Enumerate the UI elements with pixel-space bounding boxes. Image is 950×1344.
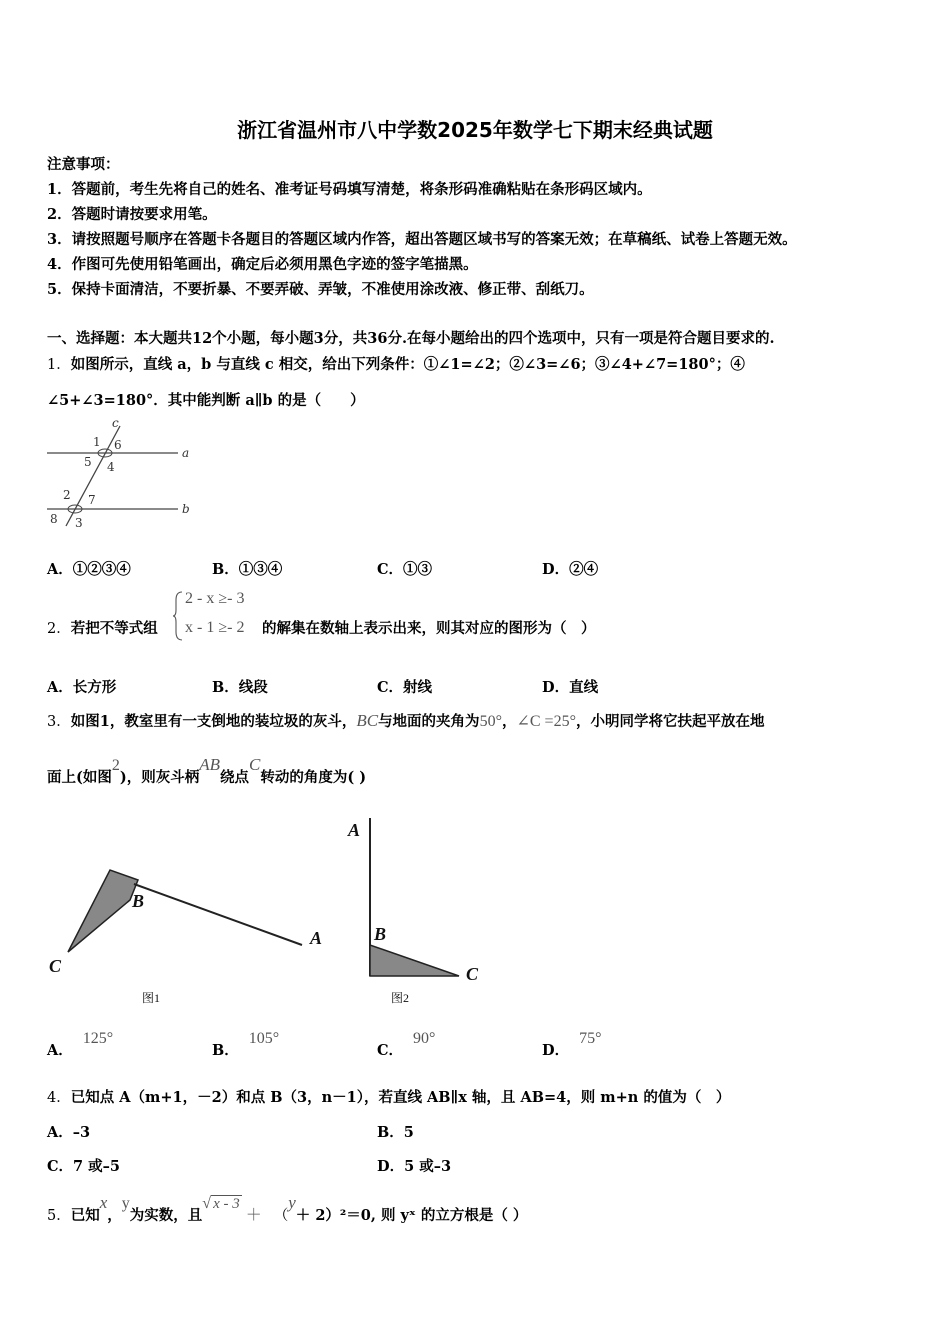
math-y: y <box>121 1195 130 1212</box>
option-letter: B． <box>377 1124 404 1141</box>
option-letter: C． <box>377 1042 404 1059</box>
section-heading: 一、选择题：本大题共12个小题，每小题3分，共36分.在每小题给出的四个选项中，只有一项是符合题目要求的. <box>47 330 775 347</box>
brace-icon <box>172 590 184 642</box>
handle-ab <box>134 884 302 945</box>
question-number: 1． <box>47 357 71 373</box>
label-1: 1 <box>93 435 101 449</box>
q2-option-d[interactable] <box>542 676 598 697</box>
question-text: 与地面的夹角为 <box>378 713 480 730</box>
q1-option-c[interactable] <box>377 558 432 579</box>
question-text: 已知点 A（m+1，－2）和点 B（3，n－1），若直线 AB∥x 轴，且 AB=4，则 m+n 的值为（ ） <box>70 1089 731 1106</box>
label-3: 3 <box>75 516 83 528</box>
option-letter: B． <box>212 1042 239 1059</box>
notice-item-2: 2．答题时请按要求用笔。 <box>47 206 217 223</box>
label-c: c <box>112 416 119 430</box>
option-text: 105° <box>248 1030 280 1047</box>
question-text: 面上(如图 <box>47 769 112 786</box>
question-number: 3． <box>47 714 71 730</box>
option-letter: D． <box>542 679 570 696</box>
question-1-line-2: ∠5+∠3=180°．其中能判断 a∥b 的是（ ） <box>47 392 365 409</box>
math-2: 2 <box>111 757 120 774</box>
q4-option-b[interactable] <box>377 1121 414 1142</box>
q4-option-d[interactable] <box>377 1155 451 1176</box>
option-letter: C． <box>377 561 404 578</box>
question-2-tail: 的解集在数轴上表示出来，则其对应的图形为（ ） <box>262 620 596 637</box>
q4-option-c[interactable] <box>47 1155 120 1176</box>
option-letter: A． <box>47 679 73 696</box>
question-3-figure-2 <box>342 812 502 1012</box>
option-text: –3 <box>72 1124 91 1141</box>
option-letter: B． <box>212 561 239 578</box>
question-text: ， <box>501 713 517 730</box>
question-text: )，则灰斗柄 <box>119 769 200 786</box>
q2-option-b[interactable] <box>212 676 268 697</box>
question-1-line-1 <box>47 353 745 374</box>
option-letter: D． <box>542 561 570 578</box>
question-3-line-1 <box>47 710 764 731</box>
question-number: 4． <box>47 1090 71 1106</box>
math-ab: AB <box>199 755 221 774</box>
question-text: 已知 <box>70 1207 100 1224</box>
q2-option-c[interactable] <box>377 676 432 697</box>
option-text: ①②③④ <box>72 561 131 578</box>
label-2: 2 <box>63 488 71 502</box>
inequality-1: 2 - x ≥- 3 <box>185 590 245 607</box>
option-letter: A． <box>47 561 73 578</box>
option-text: 75° <box>579 1030 602 1047</box>
inequality-2: x - 1 ≥- 2 <box>185 619 245 636</box>
label-8: 8 <box>50 512 58 526</box>
question-text: 若把不等式组 <box>70 620 158 637</box>
option-text: 5 <box>403 1124 414 1141</box>
question-text: （ <box>273 1208 289 1224</box>
question-number: 2． <box>47 621 71 637</box>
question-text: 如图1，教室里有一支倒地的装垃圾的灰斗， <box>70 713 357 730</box>
question-text: ， <box>107 1207 122 1224</box>
option-text: 长方形 <box>72 679 117 696</box>
q2-option-a[interactable] <box>47 676 116 697</box>
question-5 <box>47 1193 528 1225</box>
q3-option-a[interactable] <box>47 1027 114 1059</box>
option-text: 90° <box>413 1030 436 1047</box>
option-letter: A． <box>47 1042 73 1059</box>
sqrt-expression: √ x - 3 <box>202 1195 240 1212</box>
option-text: 直线 <box>569 679 599 696</box>
math-bc: BC <box>356 711 379 730</box>
notice-item-5: 5．保持卡面清洁，不要折暴、不要弄破、弄皱，不准使用涂改液、修正带、刮纸刀。 <box>47 281 594 298</box>
label-b: B <box>132 891 145 911</box>
question-1-figure <box>44 416 194 528</box>
option-text: 射线 <box>403 679 433 696</box>
label-a: A <box>348 820 361 840</box>
option-letter: B． <box>212 679 239 696</box>
dustpan-shape <box>68 870 138 952</box>
question-text: 绕点 <box>220 769 250 786</box>
notice-item-3: 3．请按照题号顺序在答题卡各题目的答题区域内作答，超出答题区域书写的答案无效；在草稿纸、试卷上答题无效。 <box>47 231 797 248</box>
page-title: 浙江省温州市八中学数2025年数学七下期末经典试题 <box>237 118 713 142</box>
label-c: C <box>49 956 62 976</box>
label-a: A <box>310 928 323 948</box>
option-letter: A． <box>47 1124 73 1141</box>
q1-option-d[interactable] <box>542 558 598 579</box>
label-4: 4 <box>107 460 115 474</box>
option-text: ①③ <box>403 561 433 578</box>
math-50: 50° <box>479 713 502 730</box>
question-3-line-2 <box>47 755 367 787</box>
option-letter: D． <box>542 1042 570 1059</box>
option-text: 125° <box>82 1030 114 1047</box>
sqrt-radicand: x - 3 <box>213 1196 240 1212</box>
q1-option-b[interactable] <box>212 558 282 579</box>
label-5: 5 <box>84 455 92 469</box>
notice-heading: 注意事项： <box>47 156 120 173</box>
label-7: 7 <box>88 493 96 507</box>
math-c: C <box>249 755 261 774</box>
question-text: 如图所示，直线 a，b 与直线 c 相交，给出下列条件：①∠1=∠2；②∠3=∠6；③∠4+∠7=180°；④ <box>70 356 745 373</box>
label-b: b <box>182 502 190 516</box>
math-x: x <box>99 1193 108 1212</box>
question-3-figure-1 <box>44 812 344 1012</box>
option-text: 5 或–3 <box>404 1158 452 1175</box>
math-y: y <box>288 1193 296 1212</box>
option-text: 7 或–5 <box>73 1158 121 1175</box>
option-text: ①③④ <box>238 561 283 578</box>
label-6: 6 <box>114 438 122 452</box>
option-letter: C． <box>47 1158 74 1175</box>
notice-item-1: 1．答题前，考生先将自己的姓名、准考证号码填写清楚，将条形码准确粘贴在条形码区域内。 <box>47 181 652 198</box>
question-text: ＋ 2）²＝0, 则 yˣ 的立方根是（ ） <box>295 1207 528 1224</box>
option-text: 线段 <box>238 679 268 696</box>
question-text: 转动的角度为( ) <box>260 769 367 786</box>
question-number: 5． <box>47 1208 71 1224</box>
option-letter: D． <box>377 1158 405 1175</box>
question-4 <box>47 1086 730 1107</box>
q1-option-a[interactable] <box>47 558 131 579</box>
notice-item-4: 4．作图可先使用铅笔画出，确定后必须用黑色字迹的签字笔描黑。 <box>47 256 478 273</box>
label-a: a <box>182 446 190 460</box>
plus-sign: ＋ <box>245 1207 262 1224</box>
figure-caption: 图1 <box>142 991 161 1005</box>
q3-option-d[interactable] <box>542 1027 602 1059</box>
question-text: ，小明同学将它扶起平放在地 <box>575 713 765 730</box>
label-c: C <box>466 964 479 984</box>
question-2-lead <box>47 617 158 638</box>
q3-option-b[interactable] <box>212 1027 280 1059</box>
math-angle-c: ∠C =25° <box>516 713 576 730</box>
option-letter: C． <box>377 679 404 696</box>
q3-option-c[interactable] <box>377 1027 436 1059</box>
figure-caption: 图2 <box>391 991 410 1005</box>
dustpan-shape <box>370 945 459 976</box>
question-text: 为实数，且 <box>129 1207 203 1224</box>
q4-option-a[interactable] <box>47 1121 90 1142</box>
label-b: B <box>374 924 387 944</box>
option-text: ②④ <box>569 561 599 578</box>
